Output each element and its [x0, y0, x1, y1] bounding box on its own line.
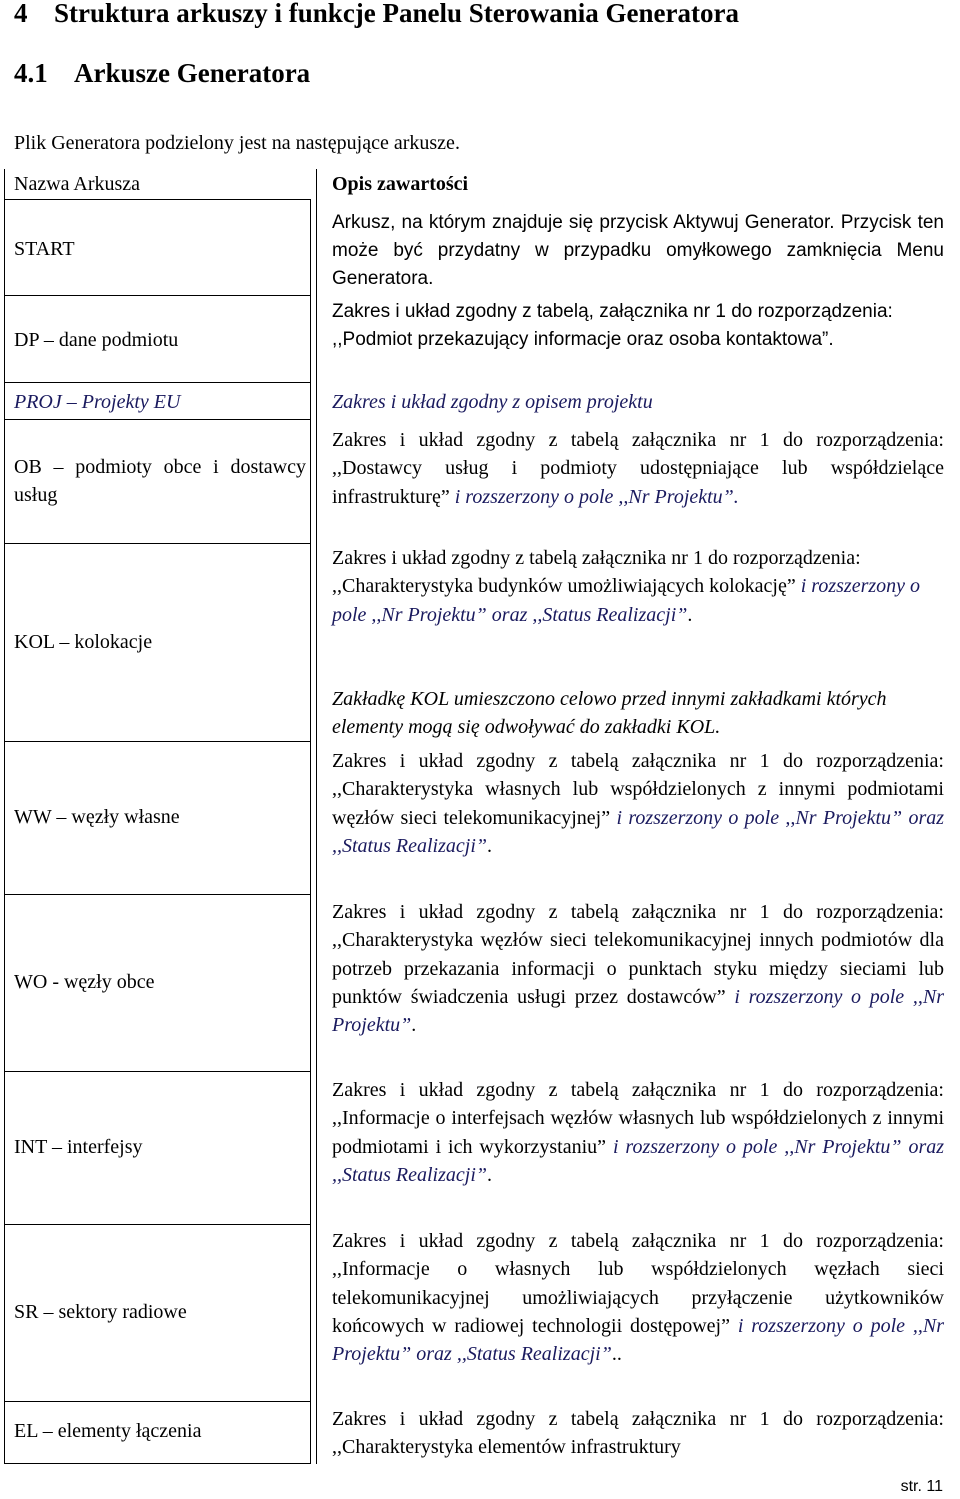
sheet-description: Zakres i układ zgodny z tabelą załącznika nr 1 do rozporządzenia: ,,Charakterystyka budynków umożliwiających kolokację” i rozszerzony o pole ,,Nr Projektu” oraz ,,Status Realizacji”. [332, 547, 921, 626]
sheet-name: INT – interfejsy [14, 1136, 143, 1158]
sheet-name: WW – węzły własne [14, 806, 180, 828]
sheet-description: Zakres i układ zgodny z tabelą załącznika nr 1 do rozporządzenia: ,,Charakterystyka węzłów sieci telekomunikacyjnej innych podmiotów dla potrzeb przekazania informacji o punktach styku między sieciami lub punktów świadczenia usługi przez dostawców” i rozszerzony o pole ,,Nr Projektu”. [332, 901, 945, 1037]
col-header-name: Nazwa Arkusza [14, 173, 141, 195]
row-divider [5, 1071, 311, 1072]
sheet-name: EL – elementy łączenia [14, 1420, 202, 1442]
sheet-description: Zakres i układ zgodny z opisem projektu [332, 391, 653, 413]
sheet-description: Arkusz, na którym znajduje się przycisk Aktywuj Generator. Przycisk ten może być przydatny w przypadku omyłkowego zamknięcia Menu Generatora. [332, 212, 944, 289]
sheet-name: WO - węzły obce [14, 971, 155, 993]
section-title: Struktura arkuszy i funkcje Panelu Sterowania Generatora [54, 0, 739, 28]
row-divider [5, 382, 311, 383]
sheet-note: Zakładkę KOL umieszczono celowo przed innymi zakładkami których elementy mogą się odwoływać do zakładki KOL. [332, 688, 887, 739]
sheets-table [0, 169, 960, 1464]
page-number: str. 11 [900, 1478, 943, 1495]
sheet-name: OB – podmioty obce i dostawcy usług [14, 456, 306, 506]
sheet-name: START [14, 238, 75, 260]
sheet-name: SR – sektory radiowe [14, 1301, 187, 1323]
subsection-number: 4.1 [14, 58, 48, 88]
intro-paragraph: Plik Generatora podzielony jest na następujące arkusze. [14, 132, 460, 154]
sheet-description: Zakres i układ zgodny z tabelą załącznika nr 1 do rozporządzenia: ,,Charakterystyka elementów infrastruktury [332, 1408, 944, 1459]
row-divider [5, 419, 311, 420]
sheet-description: Zakres i układ zgodny z tabelą załącznika nr 1 do rozporządzenia: ,,Dostawcy usług i podmioty udostępniające lub współdzielące infrastrukturę” i rozszerzony o pole ,,Nr Projektu”. [332, 429, 944, 508]
sheet-description: Zakres i układ zgodny z tabelą załącznika nr 1 do rozporządzenia: ,,Informacje o własnych lub współdzielonych węzłach sieci telekomunikacyjnej umożliwiających przyłączenie użytkowników końcowych w radiowej technologii dostępowej” i rozszerzony o pole ,,Nr Projektu” oraz ,,Status Realizacji”.. [332, 1230, 945, 1366]
table-bottom [5, 1463, 311, 1464]
row-divider [5, 1401, 311, 1402]
col-header-description: Opis zawartości [332, 173, 469, 195]
table-outer-left [4, 169, 5, 1464]
row-divider [5, 894, 311, 895]
sheet-name: PROJ – Projekty EU [14, 391, 181, 413]
section-heading [14, 0, 739, 29]
subsection-title: Arkusze Generatora [74, 58, 311, 88]
sheet-description: Zakres i układ zgodny z tabelą załącznika nr 1 do rozporządzenia: ,,Informacje o interfejsach węzłów własnych lub współdzielonych z innymi podmiotami i ich wykorzystaniu” i rozszerzony o pole ,,Nr Projektu” oraz ,,Status Realizacji”. [332, 1079, 945, 1186]
sheet-description: Zakres i układ zgodny z tabelą załącznika nr 1 do rozporządzenia: ,,Charakterystyka własnych lub współdzielonych z innymi podmiotami węzłów sieci telekomunikacyjnej” i rozszerzony o pole ,,Nr Projektu” oraz ,,Status Realizacji”. [332, 750, 945, 857]
row-divider [5, 741, 311, 742]
section-number: 4 [14, 0, 28, 28]
row-divider [5, 1224, 311, 1225]
table-left-border [316, 169, 317, 1464]
row-divider [5, 199, 311, 200]
sheet-description: Zakres i układ zgodny z tabelą, załącznika nr 1 do rozporządzenia: ,,Podmiot przekazujący informacje oraz osoba kontaktowa”. [332, 301, 893, 350]
row-divider [5, 543, 311, 544]
row-divider [5, 295, 311, 296]
subsection-heading [14, 58, 310, 89]
sheet-name: KOL – kolokacje [14, 631, 153, 653]
table-inner-border [310, 199, 311, 1464]
sheet-name: DP – dane podmiotu [14, 329, 179, 351]
